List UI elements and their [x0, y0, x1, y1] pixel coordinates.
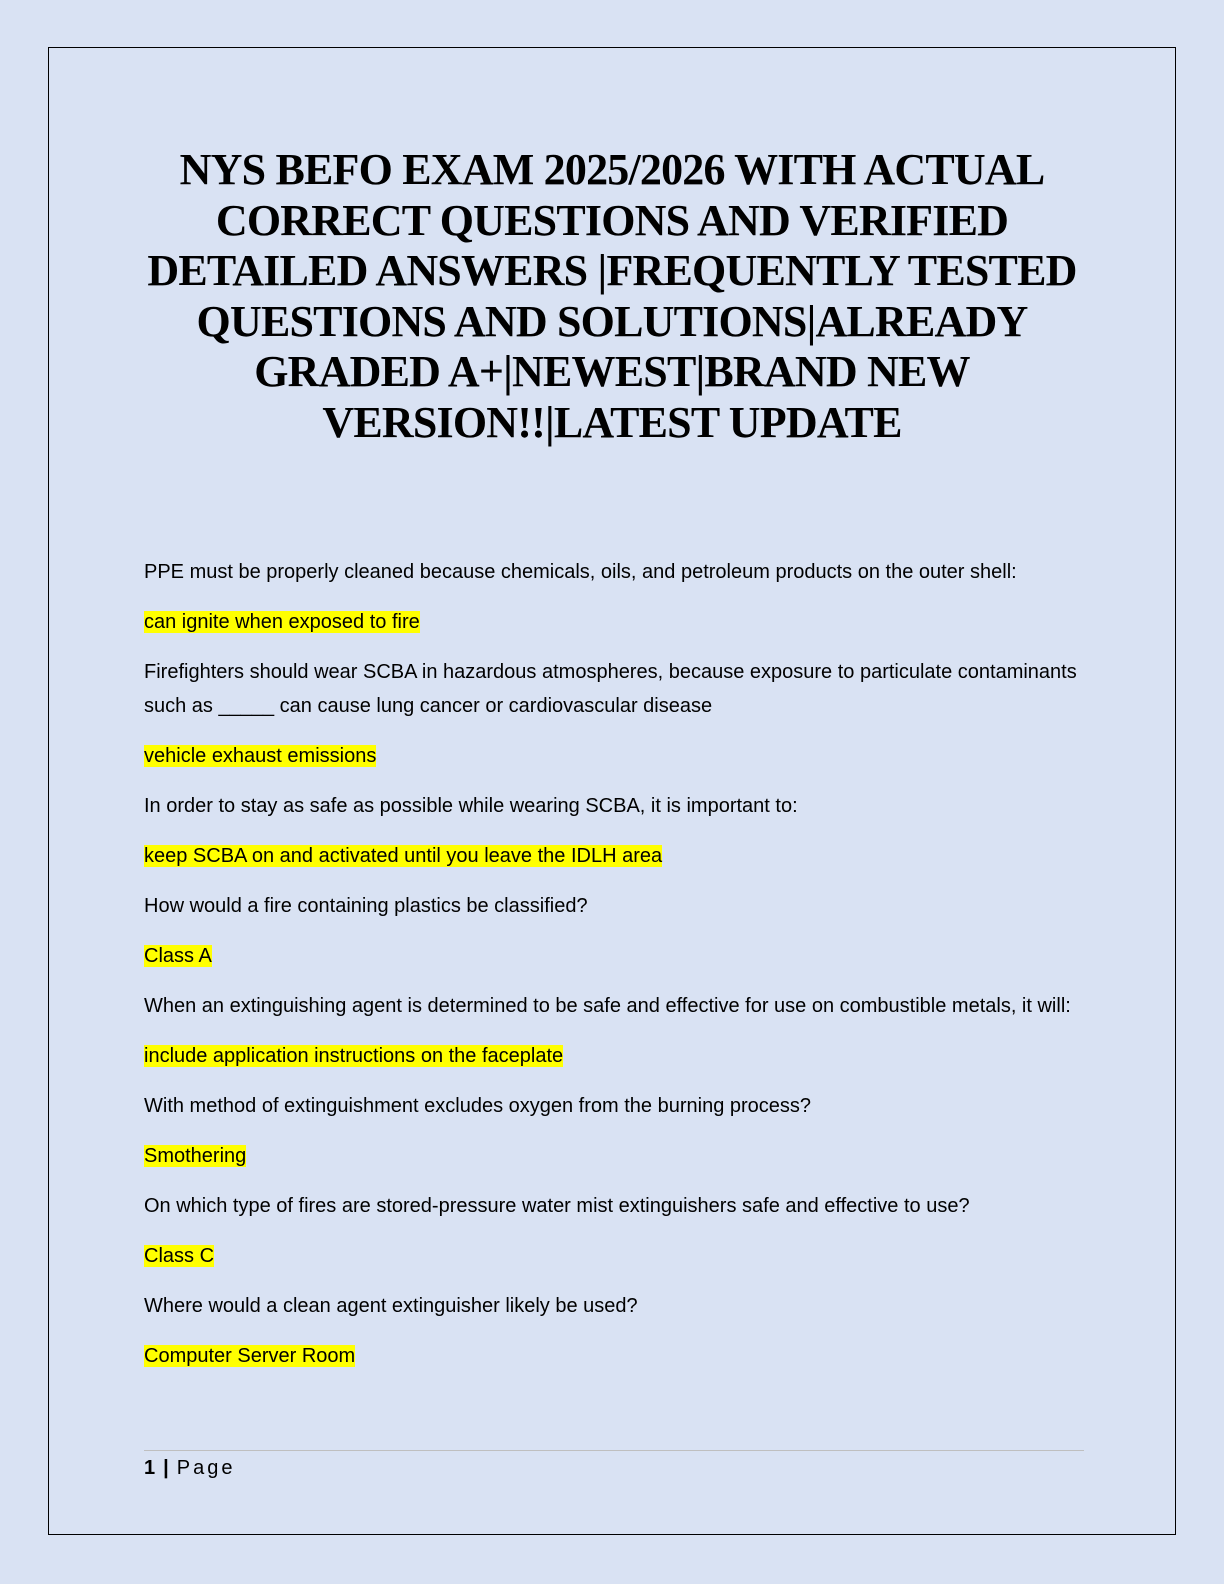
answer-item [144, 605, 1084, 639]
page-footer [144, 1455, 235, 1481]
answer-highlight: vehicle exhaust emissions [144, 745, 377, 767]
question-text: PPE must be properly cleaned because chemicals, oils, and petroleum products on the outer shell: [144, 561, 1017, 583]
answer-highlight: can ignite when exposed to fire [144, 611, 420, 633]
answer-item [144, 1239, 1084, 1273]
answer-item [144, 939, 1084, 973]
answer-highlight: include application instructions on the faceplate [144, 1045, 564, 1067]
page-label: Page [176, 1457, 236, 1479]
question-text: With method of extinguishment excludes oxygen from the burning process? [144, 1095, 812, 1117]
answer-highlight: Class A [144, 945, 212, 967]
question-text: How would a fire containing plastics be classified? [144, 895, 588, 917]
answer-highlight: Class C [144, 1245, 215, 1267]
answer-item [144, 839, 1084, 873]
answer-highlight: keep SCBA on and activated until you leave the IDLH area [144, 845, 663, 867]
answer-highlight: Smothering [144, 1145, 247, 1167]
question-text: Where would a clean agent extinguisher likely be used? [144, 1295, 638, 1317]
footer-divider [144, 1450, 1084, 1451]
answer-highlight: Computer Server Room [144, 1345, 356, 1367]
question-text: In order to stay as safe as possible while wearing SCBA, it is important to: [144, 795, 798, 817]
qa-list [144, 555, 1084, 1389]
answer-item [144, 1139, 1084, 1173]
footer-separator: | [163, 1457, 169, 1479]
answer-item [144, 739, 1084, 773]
answer-item [144, 1339, 1084, 1373]
question-text: Firefighters should wear SCBA in hazardous atmospheres, because exposure to particulate contaminants such as _____ can cause lung cancer or cardiovascular disease [144, 661, 1077, 717]
question-text: When an extinguishing agent is determined to be safe and effective for use on combustible metals, it will: [144, 995, 1071, 1017]
document-title: NYS BEFO EXAM 2025/2026 WITH ACTUAL CORRECT QUESTIONS AND VERIFIED DETAILED ANSWERS |FREQUENTLY TESTED QUESTIONS AND SOLUTIONS|ALREADY GRADED A+|NEWEST|BRAND NEW VERSION!!|LATEST UPDATE [147, 145, 1077, 447]
page-number: 1 [144, 1457, 156, 1479]
question-text: On which type of fires are stored-pressure water mist extinguishers safe and effective to use? [144, 1195, 970, 1217]
answer-item [144, 1039, 1084, 1073]
